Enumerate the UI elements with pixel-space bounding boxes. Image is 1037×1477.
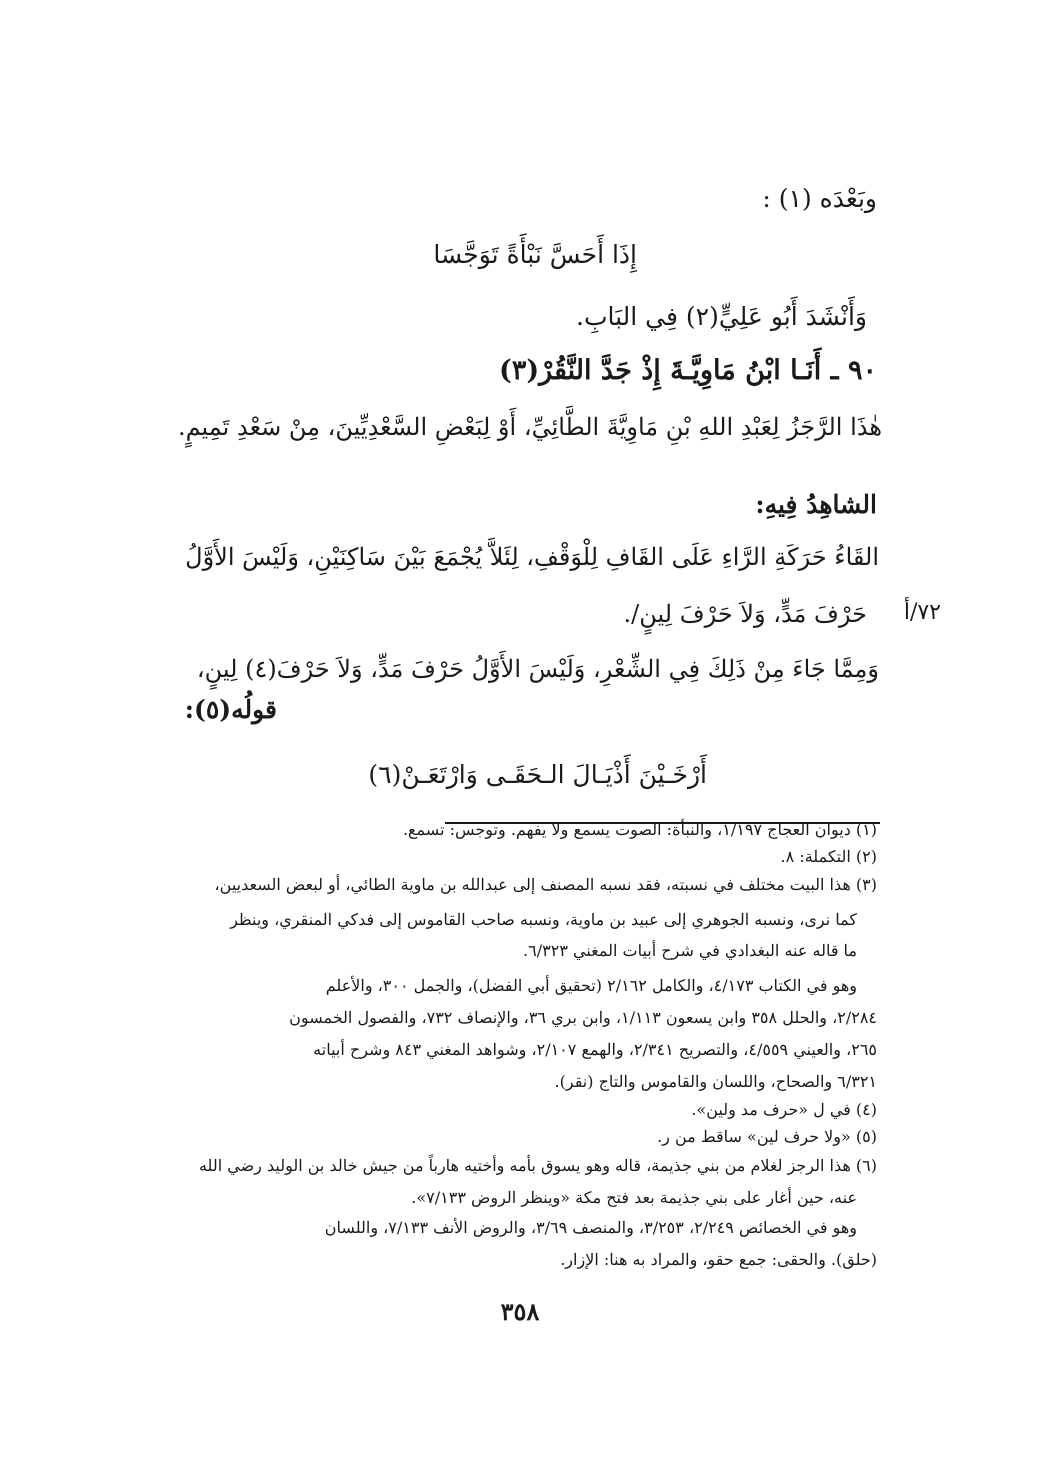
footnote-6-line3: وهو في الخصائص ٢/٢٤٩، ٣/٢٥٣، والمنصف ٣/٦٩، والروض الأنف ٧/١٣٣، واللسان: [324, 1218, 857, 1237]
line-wabaadah: وبَعْدَه (١) :: [762, 184, 877, 213]
label-shahid: الشاهِدُ فِيهِ:: [755, 490, 877, 519]
footnote-6-line1: (٦) هذا الرجز لغلام من بني جذيمة، قاله وهو يسوق بأمه وأختيه هارباً من جيش خالد بن الوليد رضي الله: [198, 1156, 877, 1175]
margin-folio-ref: ٧٢/أ: [903, 600, 941, 625]
footnote-3-line7: ٦/٣٢١ والصحاح، واللسان والقاموس والتاج (نقر).: [554, 1072, 877, 1091]
footnote-1: (١) ديوان العجاج ١/١٩٧، والنبأة: الصوت يسمع ولا يفهم. وتوجس: تسمع.: [402, 820, 877, 839]
footnote-2: (٢) التكملة: ٨.: [780, 847, 877, 866]
footnote-3-line3: ما قاله عنه البغدادي في شرح أبيات المغني ٦/٣٢٣.: [523, 941, 857, 960]
footnote-3-line6: ٢٦٥، والعيني ٤/٥٥٩، والتصريح ٢/٣٤١، والهمع ٢/١٠٧، وشواهد المغني ٨٤٣ وشرح أبياته: [313, 1040, 877, 1059]
para-ilqa-line2: حَرْفَ مَدٍّ، وَلاَ حَرْفَ لِينٍ/.: [623, 600, 867, 628]
footnote-3-line2: كما نرى، ونسبه الجوهري إلى عبيد بن ماوية، ونسبه صاحب القاموس إلى فدكي المنقري، وينظر: [230, 910, 857, 929]
para-wamimma-line1: وَمِمَّا جَاءَ مِنْ ذَلِكَ فِي الشِّعْرِ، وَلَيْسَ الأَوَّلُ حَرْفَ مَدٍّ، وَلاَ حَرْفَ(٤) لِينٍ،: [196, 655, 879, 683]
heading-shahid-90: ٩٠ ـ أَنَـا ابْنُ مَاوِيَّـةَ إِذْ جَدَّ النَّقُرْ(٣): [499, 355, 877, 386]
para-wamimma-line2: قولُه(٥):: [184, 695, 277, 724]
footnote-6-line4: (حلق). والحقى: جمع حقو، والمراد به هنا: الإزار.: [560, 1250, 877, 1269]
footnote-4: (٤) في ل «حرف مد ولين».: [691, 1100, 877, 1119]
footnote-3-line4: وهو في الكتاب ٤/١٧٣، والكامل ٢/١٦٢ (تحقيق أبي الفضل)، والجمل ٣٠٠، والأعلم: [325, 976, 857, 995]
footnote-3-line1: (٣) هذا البيت مختلف في نسبته، فقد نسبه المصنف إلى عبدالله بن ماوية الطائي، أو لبعض السعديين،: [214, 875, 877, 894]
verse-2: أَرْخَـيْنَ أَذْيَـالَ الـحَقَـى وَارْتَعَـنْ(٦): [368, 760, 707, 789]
line-anshad: وَأَنْشَدَ أَبُو عَلِيٍّ(٢) فِي البَابِ.: [576, 302, 867, 331]
para-ilqa-line1: القَاءُ حَرَكَةِ الرَّاءِ عَلَى القَافِ لِلْوَقْفِ، لِئَلاَّ يُجْمَعَ بَيْنَ سَاكِنَيْنِ، وَلَيْسَ الأَوَّلُ: [185, 543, 879, 571]
line-rajaz-attribution: هٰذَا الرَّجَزُ لِعَبْدِ اللهِ بْنِ مَاوِيَّةَ الطَّائِيِّ، أَوْ لِبَعْضِ السَّعْدِيِّينَ، مِنْ سَعْدِ تَمِيمٍ.: [177, 413, 882, 441]
footnote-3-line5: ٢/٢٨٤، والحلل ٣٥٨ وابن يسعون ١/١١٣، وابن بري ٣٦، والإنصاف ٧٣٢، والفصول الخمسون: [289, 1008, 877, 1027]
page-number: ٣٥٨: [500, 1297, 540, 1326]
footnote-6-line2: عنه، حين أغار على بني جذيمة بعد فتح مكة «وينظر الروض ٧/١٣٣».: [411, 1188, 857, 1207]
verse-1: إِذَا أَحَسَّ نَبْأَةً تَوَجَّسَا: [433, 240, 637, 269]
footnote-5: (٥) «ولا حرف لين» ساقط من ر.: [657, 1127, 877, 1146]
